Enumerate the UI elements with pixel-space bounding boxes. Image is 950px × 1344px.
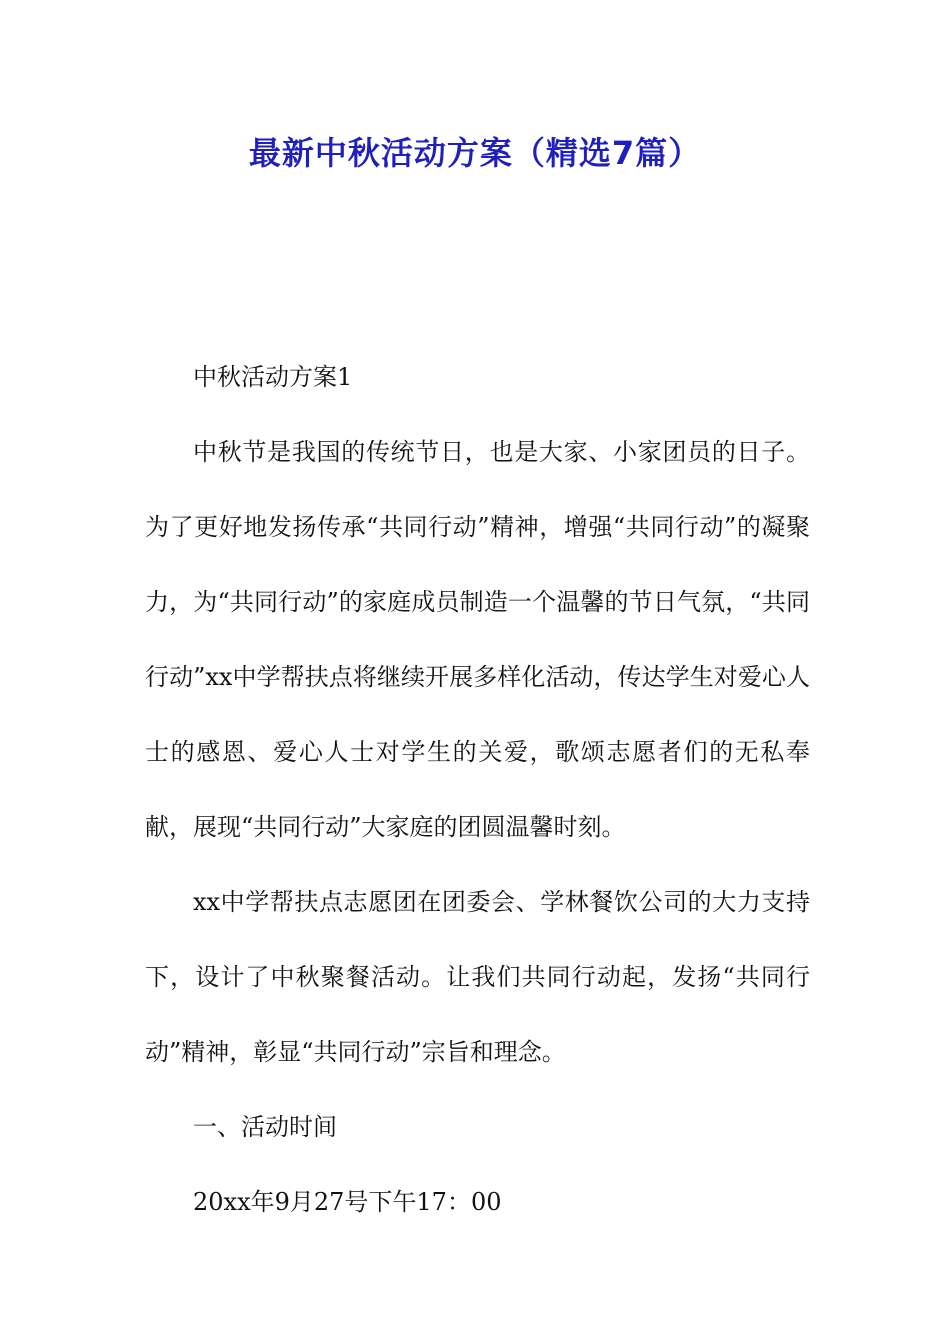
- document-title: 最新中秋活动方案（精选7篇）: [248, 134, 702, 172]
- paragraph: 中秋节是我国的传统节日，也是大家、小家团员的日子。为了更好地发扬传承“共同行动”精神，增强“共同行动”的凝聚力，为“共同行动”的家庭成员制造一个温馨的节日气氛，“共同行动”xx中学帮扶点将继续开展多样化活动，传达学生对爱心人士的感恩、爱心人士对学生的关爱，歌颂志愿者们的无私奉献，展现“共同行动”大家庭的团圆温馨时刻。: [145, 438, 810, 841]
- document-body: [145, 340, 810, 1240]
- paragraph: xx中学帮扶点志愿团在团委会、学林餐饮公司的大力支持下，设计了中秋聚餐活动。让我们共同行动起，发扬“共同行动”精神，彰显“共同行动”宗旨和理念。: [145, 888, 810, 1066]
- paragraph: 20xx年9月27号下午17：00: [193, 1188, 502, 1216]
- section-heading: 中秋活动方案1: [193, 363, 353, 391]
- subsection-heading: 一、活动时间: [193, 1113, 337, 1141]
